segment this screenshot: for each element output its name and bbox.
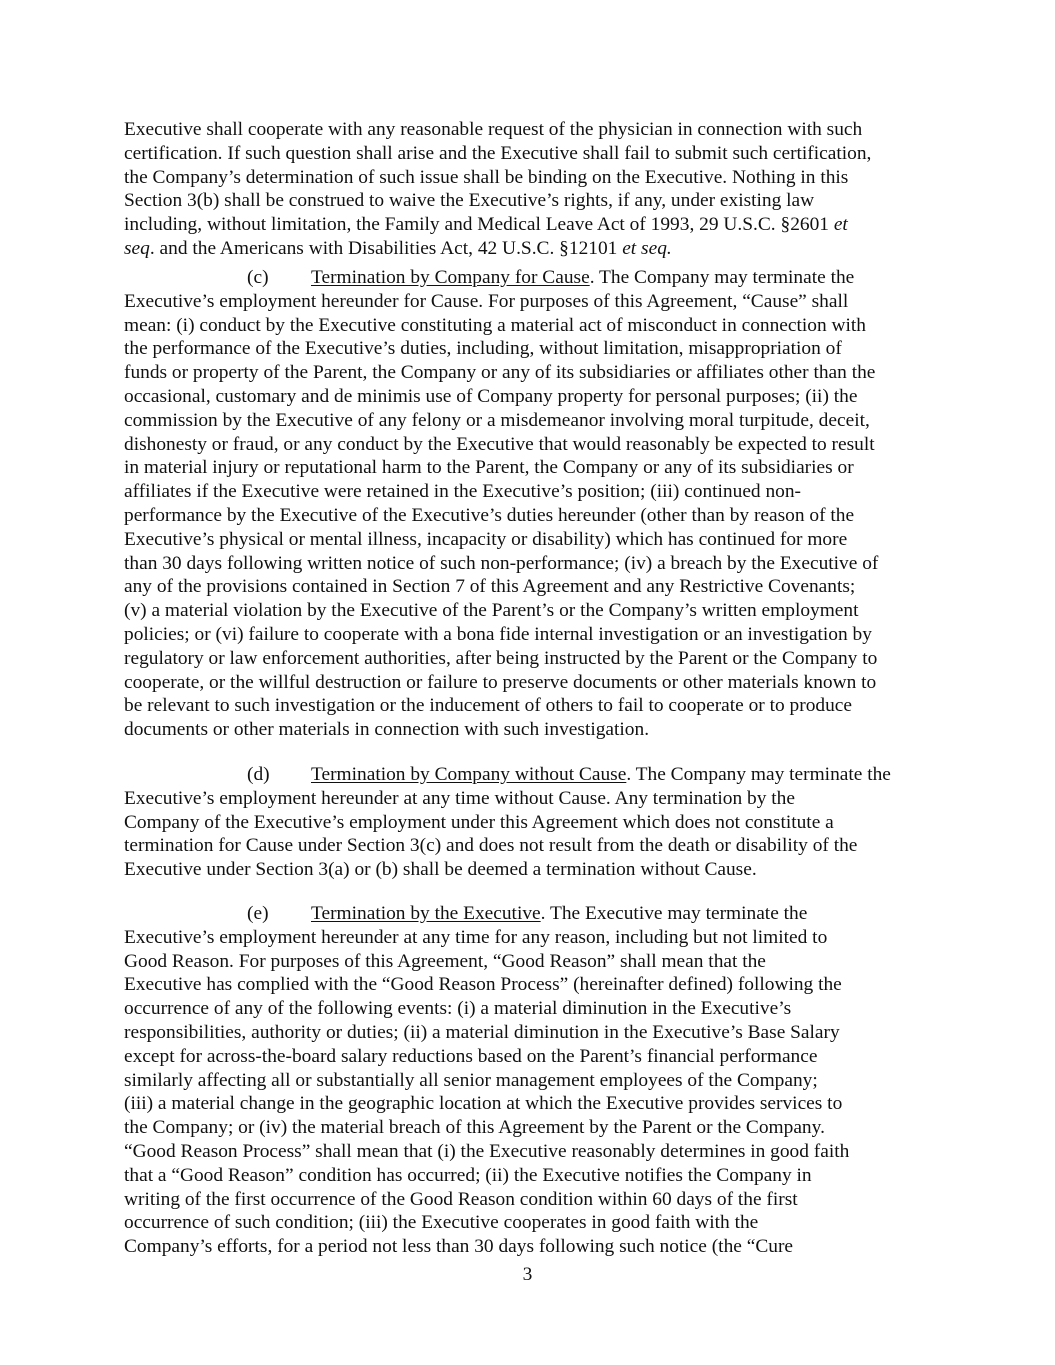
text-line: regulatory or law enforcement authorities, after being instructed by the Parent or the Company to	[124, 647, 878, 669]
text-line: except for across-the-board salary reductions based on the Parent’s financial performance	[124, 1045, 818, 1067]
text-line	[124, 213, 954, 237]
text-line: Executive’s employment hereunder for Cause. For purposes of this Agreement, “Cause” shall	[124, 290, 849, 312]
text-line: the Company; or (iv) the material breach of this Agreement by the Parent or the Company.	[124, 1117, 825, 1139]
text-line: the performance of the Executive’s duties, including, without limitation, misappropriation of	[124, 338, 842, 360]
text-line: dishonesty or fraud, or any conduct by the Executive that would reasonably be expected to result	[124, 433, 875, 455]
section-heading-rest: . The Company may terminate the	[589, 267, 855, 288]
text-line: occurrence of such condition; (iii) the Executive cooperates in good faith with the	[124, 1212, 759, 1234]
paragraph-3d	[124, 763, 954, 882]
text-line: Good Reason. For purposes of this Agreement, “Good Reason” shall mean that the	[124, 950, 766, 972]
text-line: Executive under Section 3(a) or (b) shall be deemed a termination without Cause.	[124, 859, 757, 881]
text-line: responsibilities, authority or duties; (ii) a material diminution in the Executive’s Base Salary	[124, 1021, 840, 1043]
text-line: (v) a material violation by the Executive of the Parent’s or the Company’s written employment	[124, 600, 859, 622]
paragraph-3c	[124, 266, 954, 742]
text-line: policies; or (vi) failure to cooperate with a bona fide internal investigation or an investigation by	[124, 623, 872, 645]
section-heading-title: Termination by Company for Cause	[311, 267, 590, 288]
text-line	[124, 237, 954, 261]
text-line: Company’s efforts, for a period not less than 30 days following such notice (the “Cure	[124, 1236, 794, 1258]
text-line: affiliates if the Executive were retained in the Executive’s position; (iii) continued non-	[124, 481, 802, 503]
section-label: (c)	[247, 267, 269, 288]
text-line: similarly affecting all or substantially all senior management employees of the Company;	[124, 1069, 818, 1091]
text-line: than 30 days following written notice of such non-performance; (iv) a breach by the Executive of	[124, 552, 879, 574]
text-line: Executive has complied with the “Good Reason Process” (hereinafter defined) following the	[124, 974, 842, 996]
text-segment: . and the Americans with Disabilities Act, 42 U.S.C. §12101	[149, 237, 623, 259]
text-line: (iii) a material change in the geographic location at which the Executive provides services to	[124, 1093, 843, 1115]
paragraph-3e	[124, 902, 954, 1259]
text-line: occurrence of any of the following events: (i) a material diminution in the Executive’s	[124, 998, 792, 1020]
section-heading-title: Termination by Company without Cause	[311, 764, 627, 785]
text-line: documents or other materials in connection with such investigation.	[124, 719, 650, 741]
italic-text: seq	[124, 237, 150, 259]
text-line: commission by the Executive of any felony or a misdemeanor involving moral turpitude, deceit,	[124, 409, 870, 431]
heading-line	[124, 902, 954, 926]
text-line: certification. If such question shall arise and the Executive shall fail to submit such certification,	[124, 142, 872, 164]
text-line: the Company’s determination of such issue shall be binding on the Executive. Nothing in this	[124, 166, 849, 188]
text-line: any of the provisions contained in Section 7 of this Agreement and any Restrictive Covenants;	[124, 576, 856, 598]
section-heading-rest: . The Executive may terminate the	[540, 903, 808, 924]
section-label: (e)	[247, 903, 269, 924]
text-line: performance by the Executive of the Executive’s duties hereunder (other than by reason of the	[124, 504, 855, 526]
section-heading-title: Termination by the Executive	[311, 903, 541, 924]
section-heading	[311, 763, 891, 787]
text-line: be relevant to such investigation or the inducement of others to fail to cooperate or to produce	[124, 695, 852, 717]
text-line: in material injury or reputational harm to the Parent, the Company or any of its subsidiaries or	[124, 457, 854, 479]
text-line: cooperate, or the willful destruction or failure to preserve documents or other materials known to	[124, 671, 877, 693]
section-label: (d)	[247, 764, 270, 785]
text-line: Executive shall cooperate with any reasonable request of the physician in connection with such	[124, 119, 863, 140]
text-line: Executive’s employment hereunder at any time without Cause. Any termination by the	[124, 787, 795, 809]
text-line: occasional, customary and de minimis use of Company property for personal purposes; (ii) the	[124, 385, 858, 407]
heading-line	[124, 763, 954, 787]
text-line: that a “Good Reason” condition has occurred; (ii) the Executive notifies the Company in	[124, 1164, 812, 1186]
text-line: Executive’s employment hereunder at any time for any reason, including but not limited to	[124, 926, 828, 948]
text-line: termination for Cause under Section 3(c) and does not result from the death or disability of the	[124, 835, 858, 857]
text-line: “Good Reason Process” shall mean that (i) the Executive reasonably determines in good faith	[124, 1140, 850, 1162]
text-line: Company of the Executive’s employment under this Agreement which does not constitute a	[124, 811, 834, 833]
section-heading	[311, 902, 807, 926]
heading-line	[124, 266, 954, 290]
page-number: 3	[522, 1264, 533, 1285]
text-line: Section 3(b) shall be construed to waive the Executive’s rights, if any, under existing law	[124, 190, 815, 212]
text-line: mean: (i) conduct by the Executive constituting a material act of misconduct in connection with	[124, 314, 867, 336]
italic-text: et seq.	[622, 237, 672, 259]
text-segment: including, without limitation, the Family and Medical Leave Act of 1993, 29 U.S.C. §2601	[124, 214, 834, 236]
section-heading	[311, 266, 854, 290]
italic-text: et	[833, 214, 848, 236]
text-line: writing of the first occurrence of the Good Reason condition within 60 days of the first	[124, 1188, 798, 1210]
paragraph-3b-continued	[124, 118, 954, 261]
text-line: Executive’s physical or mental illness, incapacity or disability) which has continued for more	[124, 528, 848, 550]
section-heading-rest: . The Company may terminate the	[626, 764, 891, 785]
text-line: funds or property of the Parent, the Company or any of its subsidiaries or affiliates other than the	[124, 362, 876, 384]
